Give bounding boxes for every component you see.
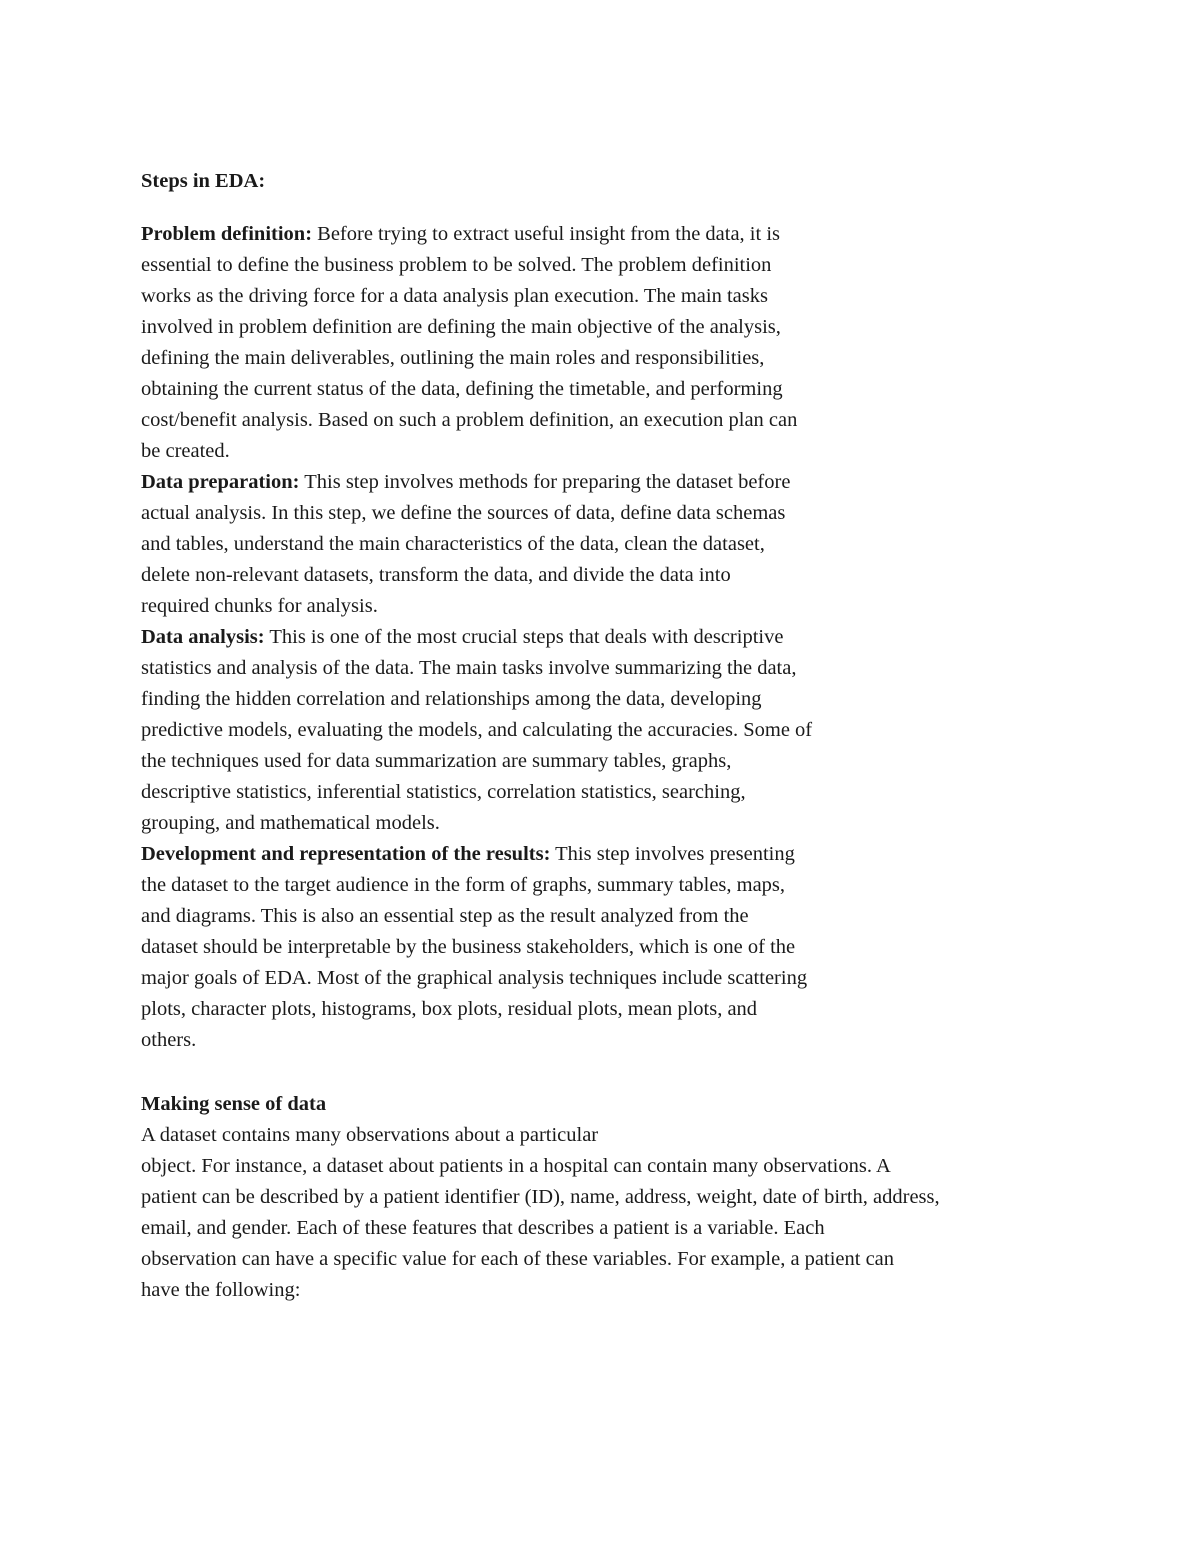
text-line: cost/benefit analysis. Based on such a problem definition, an execution plan can: [141, 409, 798, 431]
text-line: dataset should be interpretable by the business stakeholders, which is one of the: [141, 936, 796, 958]
text-line: required chunks for analysis.: [141, 595, 378, 617]
text-line: A dataset contains many observations about a particular: [141, 1124, 599, 1146]
text-line: finding the hidden correlation and relationships among the data, developing: [141, 688, 762, 710]
text-line: grouping, and mathematical models.: [141, 812, 440, 834]
data-preparation-paragraph: [141, 467, 812, 622]
text-line: [141, 467, 812, 498]
making-sense-heading: Making sense of data: [141, 1093, 327, 1115]
text-line: and diagrams. This is also an essential step as the result analyzed from the: [141, 905, 749, 927]
data-analysis-paragraph: [141, 622, 812, 839]
text-line: descriptive statistics, inferential statistics, correlation statistics, searching,: [141, 781, 746, 803]
text-line: delete non-relevant datasets, transform the data, and divide the data into: [141, 564, 731, 586]
text-line: predictive models, evaluating the models, and calculating the accuracies. Some of: [141, 719, 813, 741]
text-line: object. For instance, a dataset about patients in a hospital can contain many observations. A: [141, 1155, 891, 1177]
data-analysis-label: Data analysis:: [141, 626, 265, 648]
eda-steps-section: [141, 219, 812, 1056]
text-line: be created.: [141, 440, 230, 462]
problem-definition-paragraph: [141, 219, 812, 467]
development-label: Development and representation of the results:: [141, 843, 551, 865]
text-line: and tables, understand the main characteristics of the data, clean the dataset,: [141, 533, 765, 555]
text-line: plots, character plots, histograms, box plots, residual plots, mean plots, and: [141, 998, 758, 1020]
text-line: [141, 839, 812, 870]
text-line: patient can be described by a patient identifier (ID), name, address, weight, date of birth, address,: [141, 1186, 940, 1208]
page-title: Steps in EDA:: [141, 170, 266, 192]
text-line: obtaining the current status of the data, defining the timetable, and performing: [141, 378, 783, 400]
text-line: have the following:: [141, 1279, 301, 1301]
text-line: defining the main deliverables, outlining the main roles and responsibilities,: [141, 347, 765, 369]
text-line: actual analysis. In this step, we define the sources of data, define data schemas: [141, 502, 786, 524]
making-sense-section: [141, 1089, 940, 1306]
text-line: email, and gender. Each of these features that describes a patient is a variable. Each: [141, 1217, 825, 1239]
text-run: Before trying to extract useful insight from the data, it is: [312, 223, 780, 245]
text-line: the dataset to the target audience in the form of graphs, summary tables, maps,: [141, 874, 786, 896]
text-line: involved in problem definition are defining the main objective of the analysis,: [141, 316, 781, 338]
text-line: [141, 622, 812, 653]
text-line: essential to define the business problem to be solved. The problem definition: [141, 254, 772, 276]
data-preparation-label: Data preparation:: [141, 471, 300, 493]
text-line: the techniques used for data summarization are summary tables, graphs,: [141, 750, 732, 772]
text-line: works as the driving force for a data analysis plan execution. The main tasks: [141, 285, 768, 307]
text-line: others.: [141, 1029, 197, 1051]
text-line: observation can have a specific value for each of these variables. For example, a patient can: [141, 1248, 895, 1270]
text-line: [141, 219, 812, 250]
text-run: This step involves presenting: [550, 843, 795, 865]
text-line: major goals of EDA. Most of the graphical analysis techniques include scattering: [141, 967, 808, 989]
development-paragraph: [141, 839, 812, 1056]
text-run: This is one of the most crucial steps that deals with descriptive: [264, 626, 784, 648]
problem-definition-label: Problem definition:: [141, 223, 313, 245]
text-run: This step involves methods for preparing the dataset before: [299, 471, 791, 493]
text-line: statistics and analysis of the data. The main tasks involve summarizing the data,: [141, 657, 797, 679]
